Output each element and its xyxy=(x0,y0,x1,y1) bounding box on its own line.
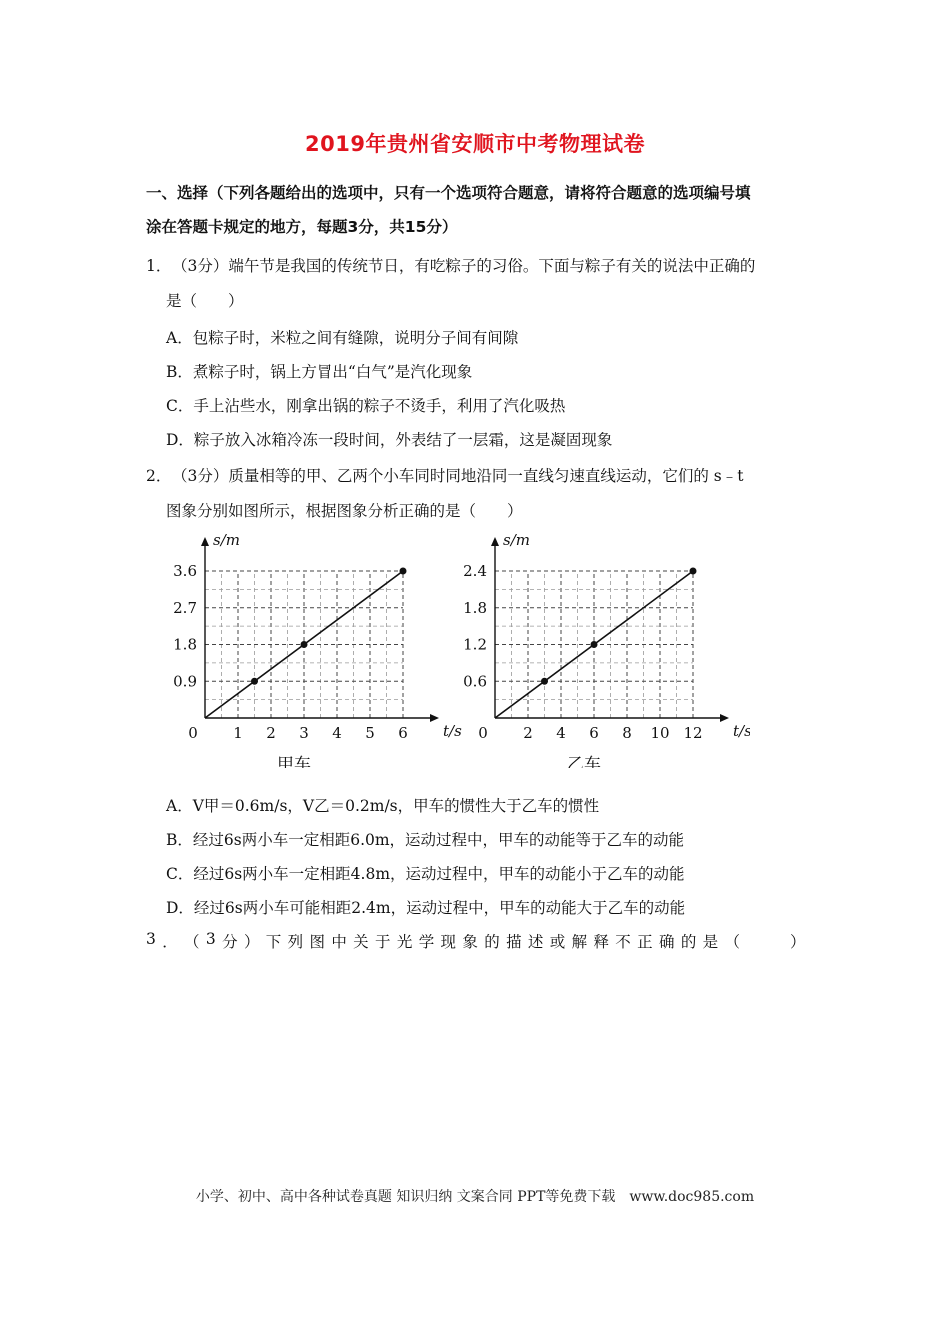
q3-char: 正 xyxy=(637,933,653,951)
x-tick-label: 12 xyxy=(683,724,703,742)
q2-number: 2． xyxy=(146,467,172,485)
data-point xyxy=(400,568,407,575)
q2-option-a: A．V甲＝0.6m/s，V乙＝0.2m/s，甲车的惯性大于乙车的惯性 xyxy=(166,797,600,815)
x-tick-label: 6 xyxy=(398,724,408,742)
x-tick-label: 2 xyxy=(266,724,276,742)
y-tick-label: 1.8 xyxy=(173,635,197,654)
x-tick-label: 4 xyxy=(332,724,342,742)
data-point xyxy=(591,641,598,648)
q3-char: 光 xyxy=(396,933,413,951)
x-tick-label: 5 xyxy=(365,724,375,742)
q3-char: 关 xyxy=(353,933,369,951)
q2-stem-line-1: （3分）质量相等的甲、乙两个小车同时同地沿同一直线匀速直线运动，它们的 s﹣t xyxy=(172,467,744,485)
q1-stem-line-1: （3分）端午节是我国的传统节日，有吃粽子的习俗。下面与粽子有关的说法中正确的 xyxy=(172,257,756,275)
q3-char: 象 xyxy=(462,933,478,951)
chart-caption: 甲车 xyxy=(277,755,311,768)
page-footer: 小学、初中、高中各种试卷真题 知识归纳 文案合同 PPT等免费下载 www.doc985.com xyxy=(195,1189,755,1205)
q3-char: 是 xyxy=(702,933,719,951)
q3-char: ） xyxy=(790,933,806,951)
q3-char: 学 xyxy=(418,933,435,951)
y-axis-label: s/m xyxy=(213,531,240,549)
q1-option-a: A．包粽子时，米粒之间有缝隙，说明分子间有间隙 xyxy=(166,329,519,347)
q3-char: 释 xyxy=(593,933,609,951)
y-tick-label: 0.9 xyxy=(173,672,197,691)
q3-char: 或 xyxy=(549,933,566,951)
q3-char: 的 xyxy=(484,933,500,951)
q1-option-b: B．煮粽子时，锅上方冒出“白气”是汽化现象 xyxy=(166,363,473,381)
y-axis-arrow xyxy=(491,537,499,546)
section-heading-line-1: 一、选择（下列各题给出的选项中，只有一个选项符合题意，请将符合题意的选项编号填 xyxy=(146,184,751,202)
q3-char: 的 xyxy=(680,933,697,951)
q3-char xyxy=(746,930,762,952)
x-tick-label: 10 xyxy=(650,724,670,742)
q3-char: 于 xyxy=(375,933,391,951)
st-graphs-svg xyxy=(150,528,750,768)
y-tick-label: 1.8 xyxy=(463,598,487,617)
q3-char: 3 xyxy=(146,930,156,948)
y-tick-label: 2.4 xyxy=(463,562,487,580)
y-tick-label: 1.2 xyxy=(463,635,487,654)
q3-char: 确 xyxy=(658,933,675,951)
q2-option-b: B．经过6s两小车一定相距6.0m，运动过程中，甲车的动能等于乙车的动能 xyxy=(166,831,685,849)
x-axis-label: t/s xyxy=(443,722,462,740)
x-tick-label: 0 xyxy=(188,724,198,742)
x-tick-label: 1 xyxy=(233,724,243,742)
q3-char: 图 xyxy=(309,933,325,951)
q3-char: （ xyxy=(184,933,200,951)
q3-char: 描 xyxy=(506,933,522,951)
y-tick-label: 3.6 xyxy=(173,562,197,580)
data-point xyxy=(251,678,258,685)
q3-char: 3 xyxy=(205,930,216,948)
st-graphs xyxy=(150,528,750,772)
page-title: 2019年贵州省安顺市中考物理试卷 xyxy=(305,132,645,156)
q2-stem-line-2: 图象分别如图所示，根据图象分析正确的是（ ） xyxy=(166,502,523,520)
q3-char: 不 xyxy=(615,933,631,951)
x-tick-label: 6 xyxy=(589,724,599,742)
y-tick-label: 0.6 xyxy=(463,672,487,691)
y-axis-label: s/m xyxy=(503,531,530,549)
y-tick-label: 2.7 xyxy=(173,598,197,617)
q3-char: ） xyxy=(243,933,260,951)
q2-option-d: D．经过6s两小车可能相距2.4m，运动过程中，甲车的动能大于乙车的动能 xyxy=(166,899,686,917)
q3-char xyxy=(768,930,784,952)
q3-char: 现 xyxy=(440,933,457,951)
section-heading-line-2: 涂在答题卡规定的地方，每题3分，共15分） xyxy=(146,218,458,236)
q3-char: 分 xyxy=(222,933,238,951)
q3-char: （ xyxy=(724,933,741,951)
x-axis-arrow xyxy=(720,714,729,722)
x-tick-label: 2 xyxy=(523,724,533,742)
q3-char: 述 xyxy=(527,933,544,951)
chart-caption: 乙车 xyxy=(567,755,601,768)
q2-option-c: C．经过6s两小车一定相距4.8m，运动过程中，甲车的动能小于乙车的动能 xyxy=(166,865,685,883)
q1-option-d: D．粽子放入冰箱冷冻一段时间，外表结了一层霜，这是凝固现象 xyxy=(166,431,613,449)
q3-stem xyxy=(146,930,806,952)
y-axis-arrow xyxy=(201,537,209,546)
section-heading xyxy=(146,176,811,244)
x-axis-arrow xyxy=(430,714,439,722)
q3-char: ． xyxy=(162,933,178,951)
x-tick-label: 8 xyxy=(622,724,632,742)
data-point xyxy=(301,641,308,648)
q3-char: 下 xyxy=(265,933,282,951)
q3-char: 中 xyxy=(331,933,347,951)
x-tick-label: 0 xyxy=(478,724,488,742)
q1-number: 1． xyxy=(146,257,172,275)
data-point xyxy=(690,568,697,575)
data-point xyxy=(541,678,548,685)
x-tick-label: 4 xyxy=(556,724,566,742)
q1-option-c: C．手上沾些水，刚拿出锅的粽子不烫手，利用了汽化吸热 xyxy=(166,397,566,415)
q3-char: 解 xyxy=(571,933,588,951)
x-axis-label: t/s xyxy=(733,722,750,740)
q1-stem-line-2: 是（ ） xyxy=(166,292,244,310)
q3-char: 列 xyxy=(287,933,304,951)
x-tick-label: 3 xyxy=(299,724,309,742)
